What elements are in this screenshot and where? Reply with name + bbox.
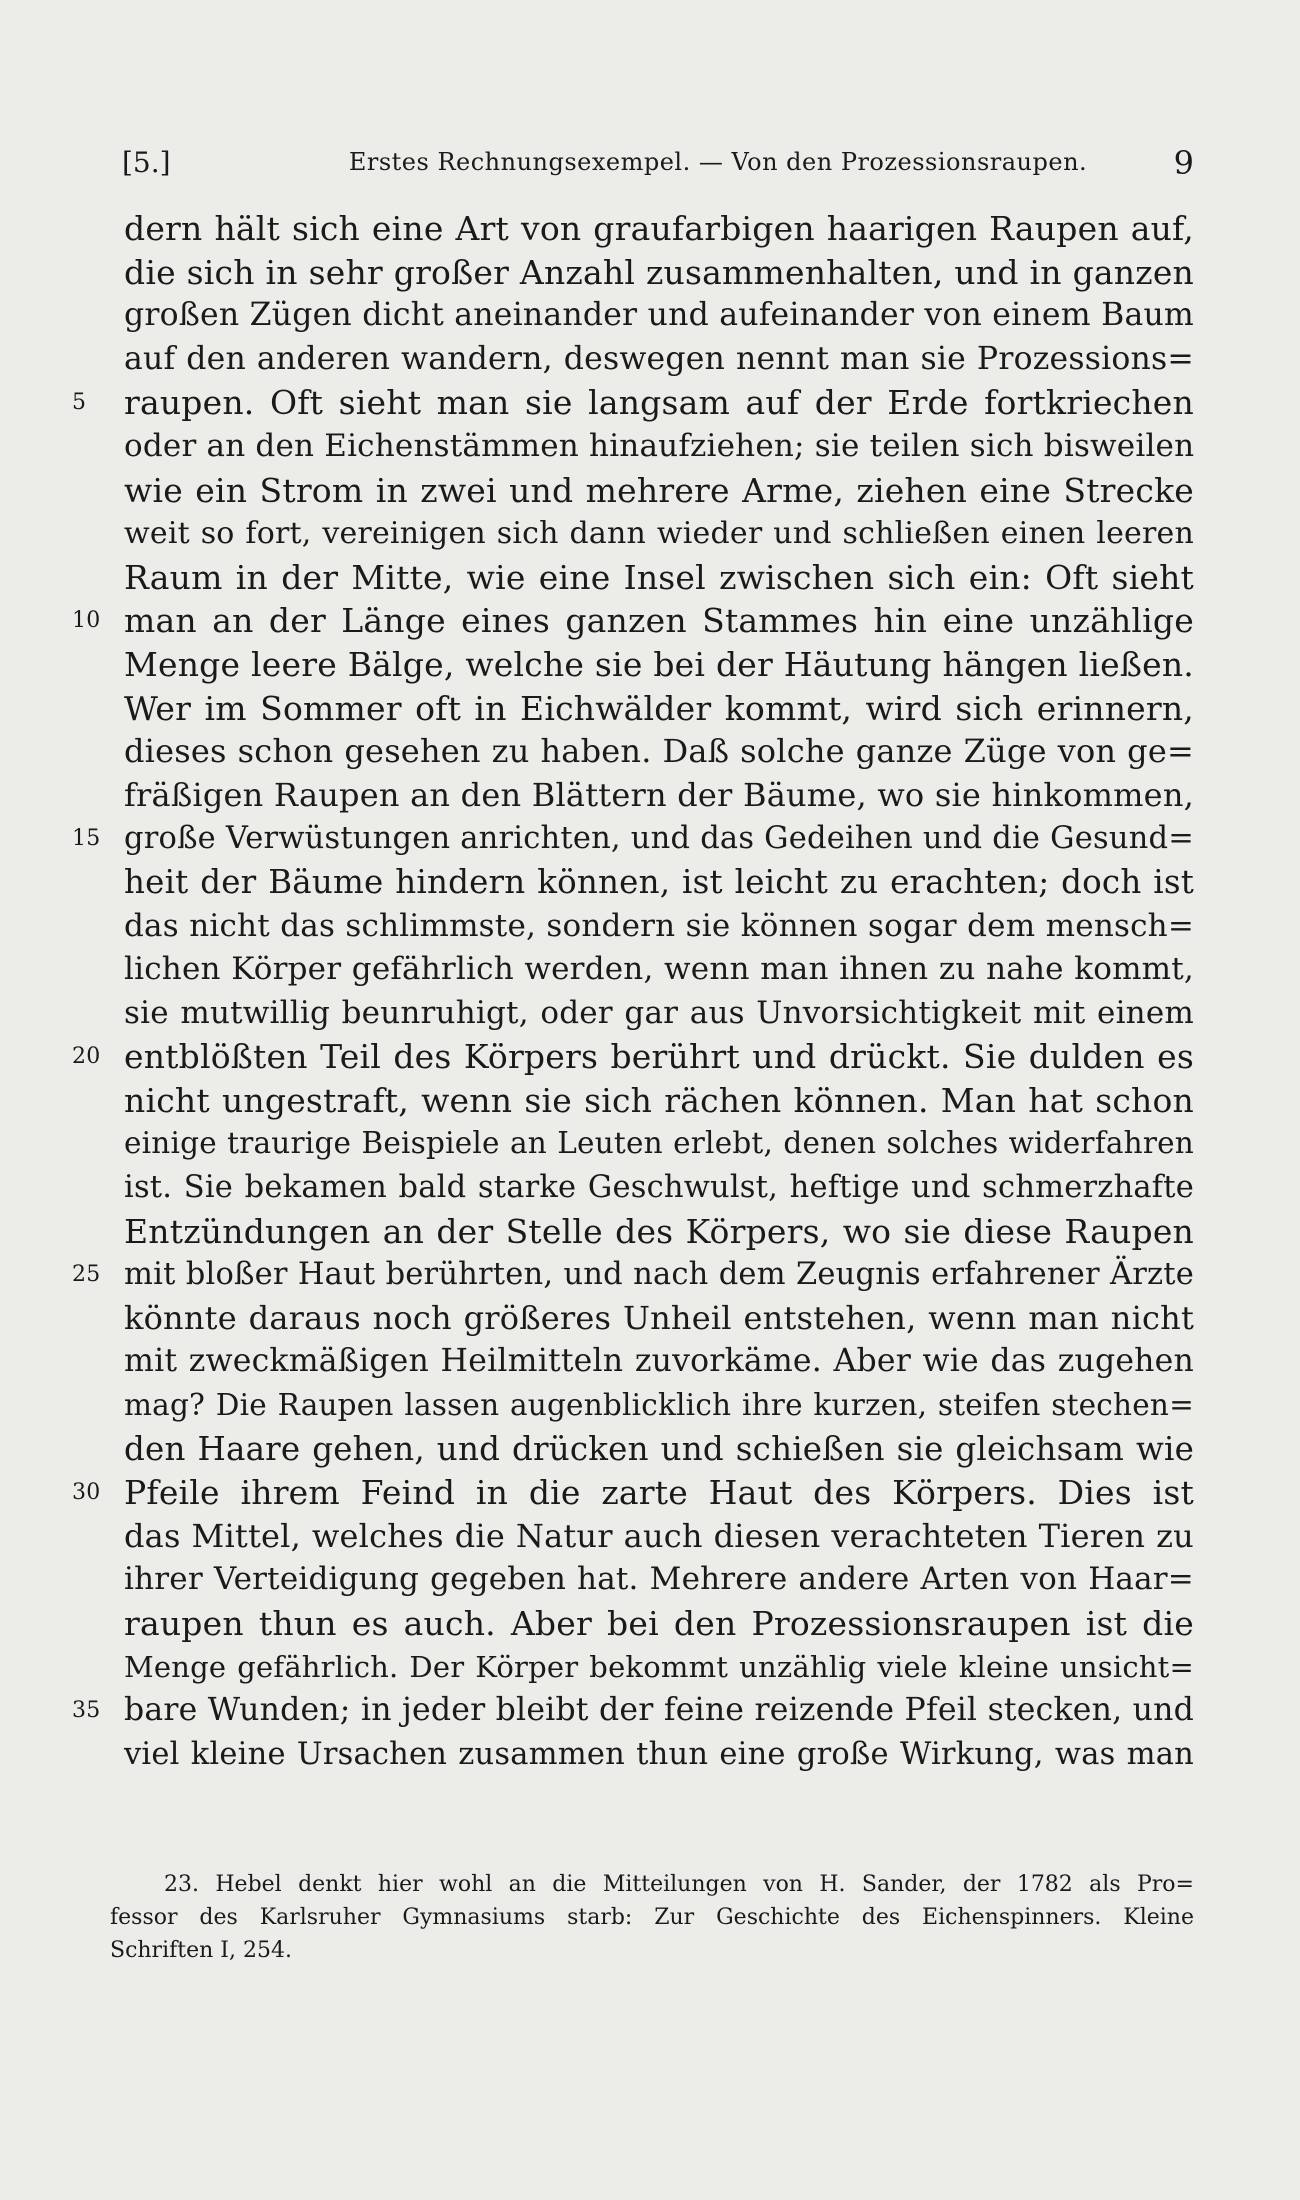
line-text: Pfeile ihrem Feind in die zarte Haut des Körpers. Dies ist — [124, 1473, 1194, 1513]
signature-mark: [5.] — [122, 146, 171, 179]
text-line — [124, 1297, 1194, 1341]
line-text: raupen thun es auch. Aber bei den Prozessionsraupen ist die — [124, 1604, 1194, 1643]
text-line — [124, 861, 1194, 905]
page-number: 9 — [1173, 144, 1194, 182]
line-text: fräßigen Raupen an den Blättern der Bäume, wo sie hinkommen, — [124, 775, 1194, 814]
text-line — [124, 251, 1194, 295]
text-line — [124, 338, 1194, 382]
line-text: wie ein Strom in zwei und mehrere Arme, ziehen eine Strecke — [124, 470, 1194, 510]
text-line — [124, 1733, 1194, 1777]
text-line — [72, 1253, 1194, 1297]
text-line — [72, 817, 1194, 861]
line-text: lichen Körper gefährlich werden, wenn man ihnen zu nahe kommt, — [124, 951, 1194, 988]
line-text: weit so fort, vereinigen sich dann wieder und schließen einen leeren — [124, 516, 1194, 552]
footnote-line-3: Schriften I, 254. — [110, 1938, 292, 1963]
line-text: Wer im Sommer oft in Eichwälder kommt, wird sich erinnern, — [124, 688, 1194, 728]
text-line — [72, 1035, 1194, 1079]
line-text: sie mutwillig beunruhigt, oder gar aus Unvorsichtigkeit mit einem — [124, 994, 1194, 1031]
text-line — [72, 1689, 1194, 1733]
text-line — [72, 1471, 1194, 1515]
line-text: Menge leere Bälge, welche sie bei der Häutung hängen ließen. — [124, 644, 1194, 684]
text-line — [124, 1384, 1194, 1428]
line-number: 35 — [72, 1698, 101, 1724]
line-text: bare Wunden; in jeder bleibt der feine reizende Pfeil stecken, und — [124, 1692, 1194, 1729]
line-text: ihrer Verteidigung gegeben hat. Mehrere andere Arten von Haar= — [124, 1561, 1194, 1598]
line-text: dieses schon gesehen zu haben. Daß solche ganze Züge von ge= — [124, 732, 1194, 771]
text-line — [124, 730, 1194, 774]
line-number: 30 — [72, 1480, 101, 1506]
line-number: 15 — [72, 826, 101, 852]
text-line — [124, 469, 1194, 513]
line-text: heit der Bäume hindern können, ist leicht zu erachten; doch ist — [124, 862, 1194, 901]
line-text: mit bloßer Haut berührten, und nach dem Zeugnis erfahrener Ärzte — [124, 1257, 1194, 1293]
line-text: das Mittel, welches die Natur auch diesen verachteten Tieren zu — [124, 1516, 1194, 1555]
line-text: ist. Sie bekamen bald starke Geschwulst, heftige und schmerzhafte — [124, 1170, 1194, 1206]
text-line — [124, 425, 1194, 469]
line-text: mag? Die Raupen lassen augenblicklich ihre kurzen, steifen stechen= — [124, 1388, 1194, 1423]
line-text: dern hält sich eine Art von graufarbigen haarigen Raupen auf, — [124, 209, 1194, 248]
line-text: oder an den Eichenstämmen hinaufziehen; sie teilen sich bisweilen — [124, 427, 1195, 464]
line-text: den Haare gehen, und drücken und schießen sie gleichsam wie — [124, 1429, 1194, 1468]
text-line — [124, 1602, 1194, 1646]
line-text: Raum in der Mitte, wie eine Insel zwischen sich ein: Oft sieht — [124, 557, 1194, 597]
text-line — [124, 643, 1194, 687]
line-text: man an der Länge eines ganzen Stammes hin eine unzählige — [124, 601, 1194, 641]
text-line — [124, 1079, 1194, 1123]
text-line — [124, 556, 1194, 600]
text-line — [72, 599, 1194, 643]
text-line — [124, 1428, 1194, 1472]
line-text: raupen. Oft sieht man sie langsam auf der Erde fortkriechen — [124, 383, 1194, 423]
line-number: 10 — [72, 608, 101, 634]
line-text: nicht ungestraft, wenn sie sich rächen können. Man hat schon — [124, 1080, 1194, 1120]
text-line — [72, 381, 1194, 425]
text-line — [124, 512, 1194, 556]
text-line — [124, 1210, 1194, 1254]
footnote-line-2: fessor des Karlsruher Gymnasiums starb: Zur Geschichte des Eichenspinners. Kleine — [110, 1905, 1194, 1930]
text-line — [124, 992, 1194, 1036]
line-text: Entzündungen an der Stelle des Körpers, wo sie diese Raupen — [124, 1211, 1194, 1251]
line-text: auf den anderen wandern, deswegen nennt man sie Prozessions= — [124, 340, 1194, 377]
text-line — [124, 1646, 1194, 1690]
line-text: Menge gefährlich. Der Körper bekommt unzählig viele kleine unsicht= — [124, 1649, 1194, 1684]
line-text: könnte daraus noch größeres Unheil entstehen, wenn man nicht — [124, 1298, 1194, 1337]
text-line — [124, 948, 1194, 992]
line-text: viel kleine Ursachen zusammen thun eine große Wirkung, was man — [124, 1736, 1194, 1772]
line-text: die sich in sehr großer Anzahl zusammenhalten, und in ganzen — [124, 252, 1194, 292]
line-text: entblößten Teil des Körpers berührt und drückt. Sie dulden es — [124, 1037, 1194, 1077]
line-text: das nicht das schlimmste, sondern sie können sogar dem mensch= — [124, 907, 1194, 944]
line-text: große Verwüstungen anrichten, und das Gedeihen und die Gesund= — [124, 821, 1194, 857]
text-line — [124, 1122, 1194, 1166]
text-line — [124, 774, 1194, 818]
text-line — [124, 207, 1194, 251]
line-number: 5 — [72, 390, 87, 416]
main-text — [72, 207, 1195, 1776]
text-line — [124, 1340, 1194, 1384]
line-text: einige traurige Beispiele an Leuten erlebt, denen solches widerfahren — [124, 1126, 1194, 1161]
running-title: Erstes Rechnungsexempel. — Von den Prozessionsraupen. — [348, 148, 1088, 176]
line-number: 25 — [72, 1262, 101, 1288]
line-text: großen Zügen dicht aneinander und aufeinander von einem Baum — [124, 297, 1194, 334]
page-header — [122, 140, 1194, 180]
line-number: 20 — [72, 1044, 101, 1070]
text-line — [124, 1515, 1194, 1559]
footnote-line-1: 23. Hebel denkt hier wohl an die Mitteilungen von H. Sander, der 1782 als Pro= — [164, 1872, 1194, 1897]
text-line — [124, 905, 1194, 949]
line-text: mit zweckmäßigen Heilmitteln zuvorkäme. Aber wie das zugehen — [124, 1343, 1194, 1380]
text-line — [124, 1166, 1194, 1210]
text-line — [124, 1558, 1194, 1602]
text-line — [124, 687, 1194, 731]
text-line — [124, 294, 1194, 338]
footnote — [110, 1868, 1194, 1967]
